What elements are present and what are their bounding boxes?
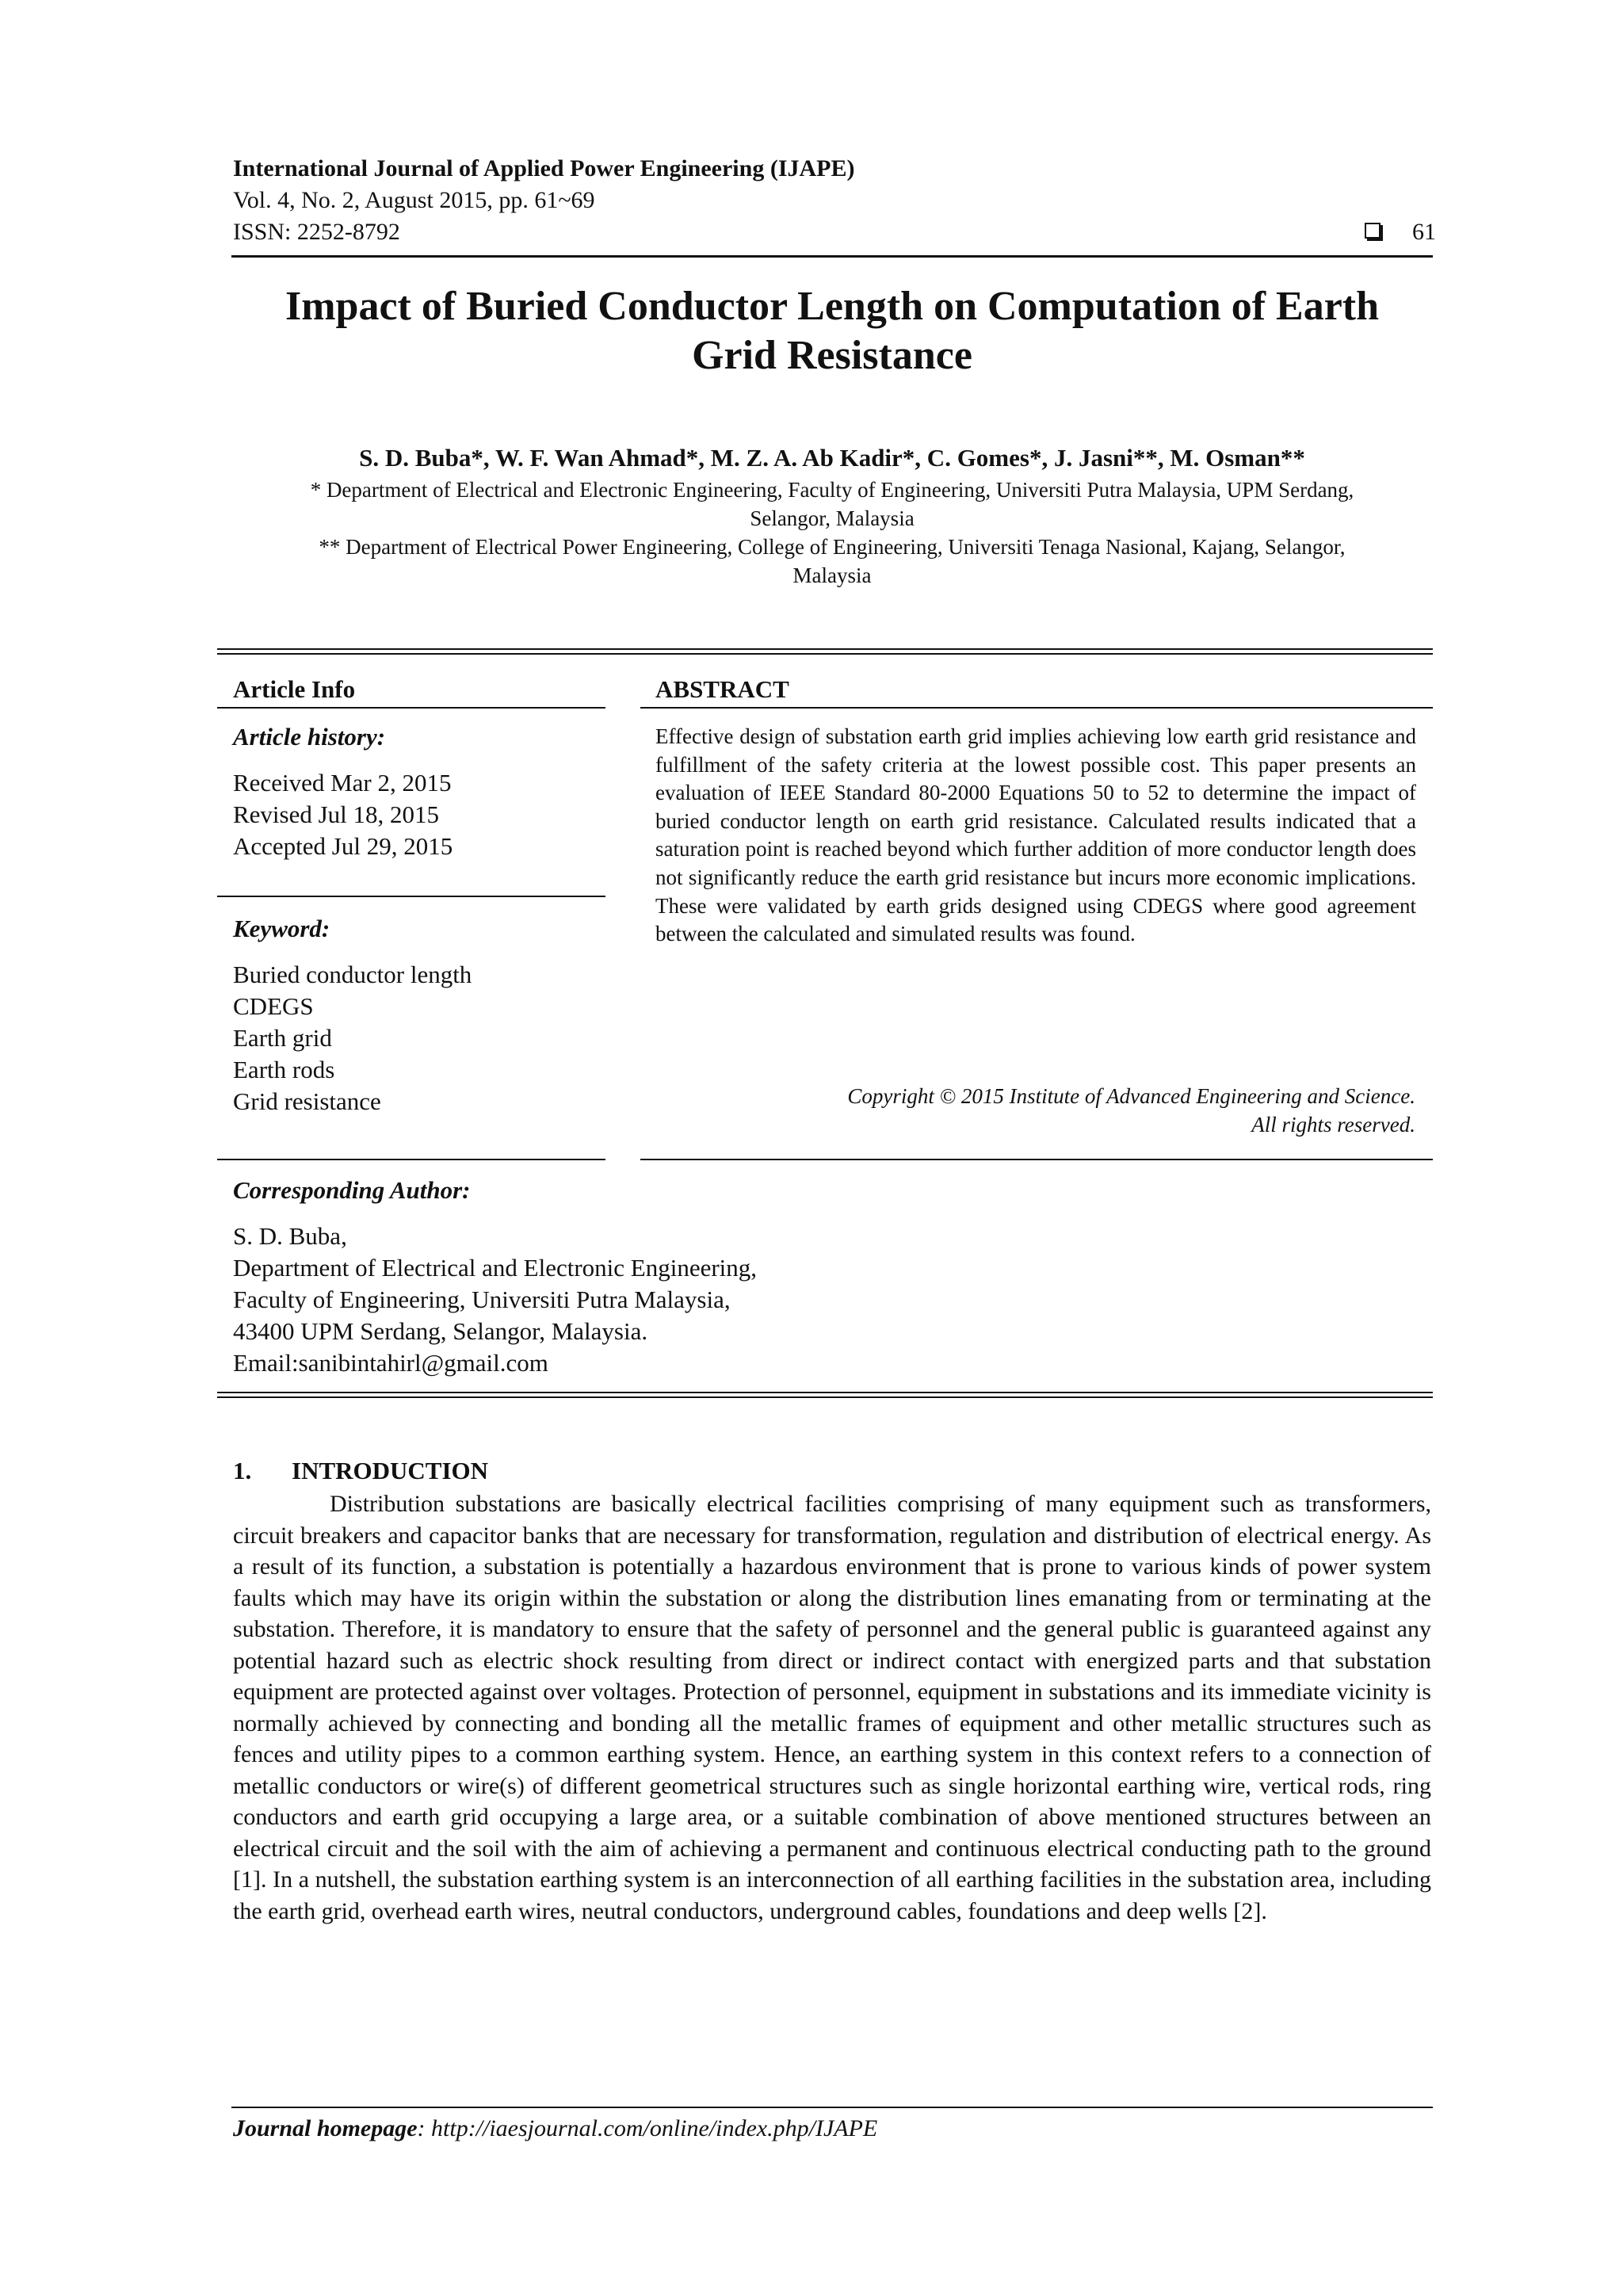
keyword-item: Earth grid <box>233 1024 332 1052</box>
info-bottom-rule <box>217 1396 1433 1398</box>
paper-title-line: Impact of Buried Conductor Length on Computation of Earth <box>285 284 1380 329</box>
homepage-link[interactable]: : http://iaesjournal.com/online/index.php/IJAPE <box>417 2115 878 2141</box>
affiliation-line: * Department of Electrical and Electronic Engineering, Faculty of Engineering, Universiti Putra Malaysia, UPM Serdang, <box>310 478 1354 502</box>
keyword-item: Earth rods <box>233 1056 335 1083</box>
info-bottom-rule <box>217 1392 1433 1393</box>
square-bullet-icon <box>1365 223 1381 239</box>
keyword-item: Buried conductor length <box>233 961 472 988</box>
corresponding-faculty: Faculty of Engineering, Universiti Putra Malaysia, <box>233 1286 731 1313</box>
info-top-rule <box>217 653 1433 655</box>
homepage-label: Journal homepage <box>233 2115 418 2141</box>
journal-volume: Vol. 4, No. 2, August 2015, pp. 61~69 <box>233 187 595 213</box>
article-info-heading: Article Info <box>233 675 356 703</box>
info-top-rule <box>217 648 1433 650</box>
section-heading-introduction <box>233 1457 488 1485</box>
article-history-heading: Article history: <box>233 723 386 751</box>
corresponding-name: S. D. Buba, <box>233 1222 347 1250</box>
corresponding-email: Email:sanibintahirl@gmail.com <box>233 1349 548 1377</box>
history-accepted: Accepted Jul 29, 2015 <box>233 832 453 860</box>
keyword-item: Grid resistance <box>233 1087 381 1115</box>
history-revised: Revised Jul 18, 2015 <box>233 800 440 828</box>
page-number: 61 <box>1412 219 1436 245</box>
journal-homepage <box>233 2115 877 2143</box>
history-rule <box>217 896 605 897</box>
section-title: INTRODUCTION <box>292 1457 489 1484</box>
footer-rule <box>231 2107 1433 2108</box>
keyword-rule <box>217 1159 605 1160</box>
keyword-list <box>233 959 472 1117</box>
author-list: S. D. Buba*, W. F. Wan Ahmad*, M. Z. A. Ab Kadir*, C. Gomes*, J. Jasni**, M. Osman** <box>359 444 1305 472</box>
article-history-list <box>233 767 453 862</box>
journal-name: International Journal of Applied Power Engineering (IJAPE) <box>233 155 855 181</box>
affiliation-line: Malaysia <box>792 563 872 587</box>
copyright-line: All rights reserved. <box>1251 1113 1415 1137</box>
paper-title-line: Grid Resistance <box>692 333 972 378</box>
corresponding-address: 43400 UPM Serdang, Selangor, Malaysia. <box>233 1317 648 1345</box>
abstract-heading: ABSTRACT <box>655 675 789 703</box>
affiliation-line: Selangor, Malaysia <box>750 506 915 530</box>
abstract-rule <box>640 707 1433 709</box>
corresponding-author-heading: Corresponding Author: <box>233 1176 471 1204</box>
keyword-heading: Keyword: <box>233 915 330 942</box>
abstract-bottom-rule <box>640 1159 1433 1160</box>
copyright-notice <box>655 1082 1415 1139</box>
copyright-line: Copyright © 2015 Institute of Advanced Engineering and Science. <box>847 1084 1415 1108</box>
history-received: Received Mar 2, 2015 <box>233 769 452 797</box>
introduction-paragraph: Distribution substations are basically electrical facilities comprising of many equipment such as transformers, circuit breakers and capacitor banks that are necessary for transformation, regulation and distribution of electrical energy. As a result of its function, a substation is potentially a hazardous environment that is prone to various kinds of power system faults which may have its origin within the substation or along the distribution lines emanating from or terminating at the substation. Therefore, it is mandatory to ensure that the safety of personnel and the general public is guaranteed against any potential hazard such as electric shock resulting from direct or indirect contact with energized parts and that substation equipment are protected against over voltages. Protection of personnel, equipment in substations and its immediate vicinity is normally achieved by connecting and bonding all the metallic frames of equipment and other metallic structures such as fences and utility pipes to a common earthing system. Hence, an earthing system in this context refers to a connection of metallic conductors or wire(s) of different geometrical structures such as single horizontal earthing wire, vertical rods, ring conductors and earth grid occupying a large area, or a suitable combination of above mentioned structures between an electrical circuit and the soil with the aim of achieving a permanent and continuous electrical conducting path to the ground [1]. In a nutshell, the substation earthing system is an interconnection of all earthing facilities in the substation area, including the earth grid, overhead earth wires, neutral conductors, underground cables, foundations and deep wells [2]. <box>233 1491 1431 1924</box>
keyword-item: CDEGS <box>233 992 314 1020</box>
corresponding-department: Department of Electrical and Electronic Engineering, <box>233 1254 758 1282</box>
journal-issn: ISSN: 2252-8792 <box>233 219 400 245</box>
article-info-rule <box>217 707 605 709</box>
corresponding-author-block <box>233 1221 757 1379</box>
paper-title <box>233 282 1431 380</box>
affiliation-line: ** Department of Electrical Power Engineering, College of Engineering, Universiti Tenaga Nasional, Kajang, Selangor, <box>319 535 1346 559</box>
abstract-text: Effective design of substation earth grid implies achieving low earth grid resistance and fulfillment of the safety criteria at the lowest possible cost. This paper presents an evaluation of IEEE Standard 80-2000 Equations 50 to 52 to determine the impact of buried conductor length on earth grid resistance. Calculated results indicated that a saturation point is reached beyond which further addition of more conductor length does not significantly reduce the earth grid resistance but incurs more economic implications. These were validated by earth grids designed using CDEGS where good agreement between the calculated and simulated results was found. <box>655 724 1416 946</box>
header-rule <box>231 255 1433 258</box>
section-number: 1. <box>233 1457 252 1484</box>
